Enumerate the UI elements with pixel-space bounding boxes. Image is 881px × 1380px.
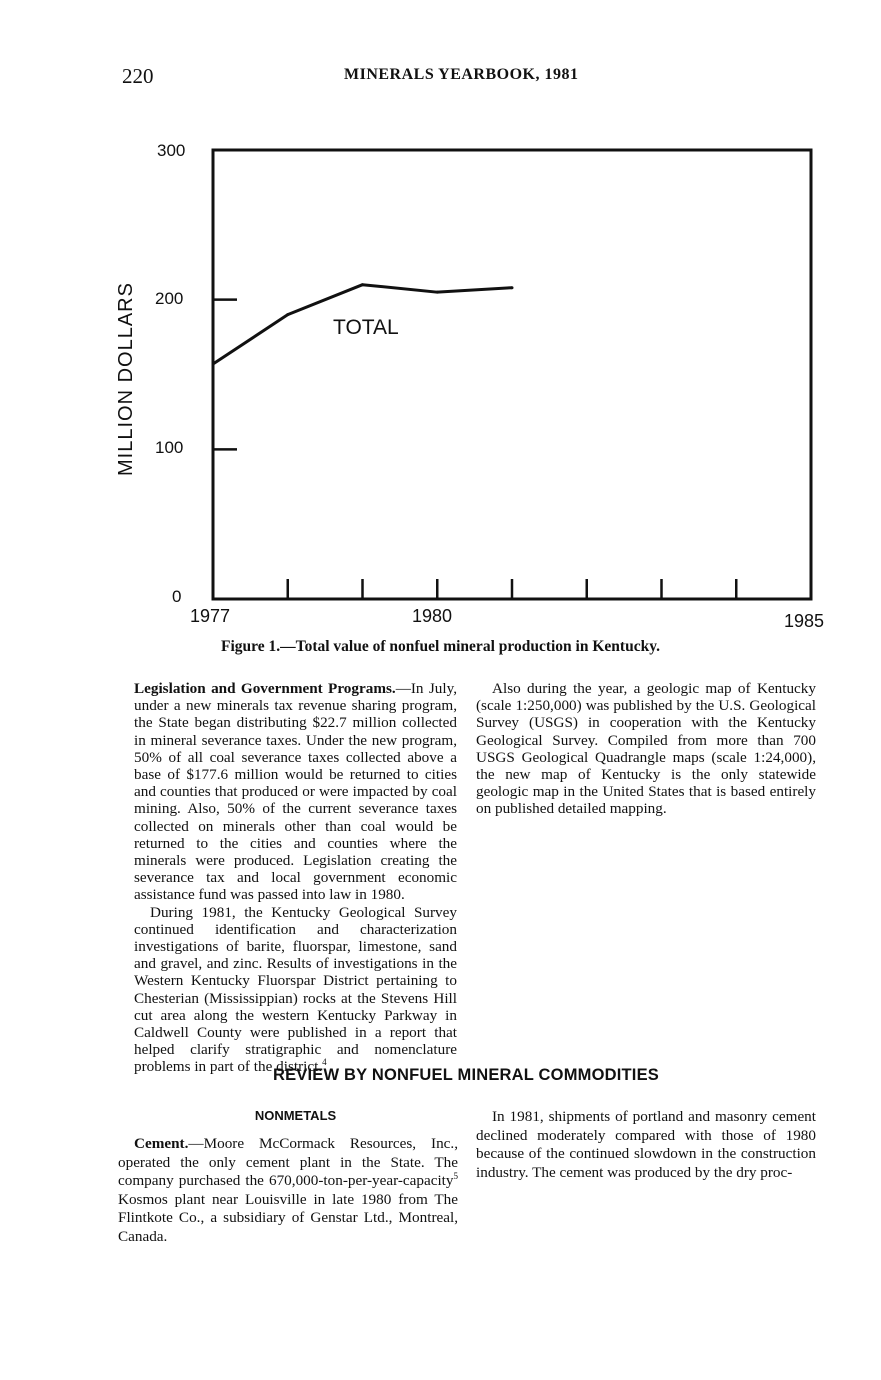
y-tick-label-0: 0 — [172, 587, 182, 606]
y-tick-label-100: 100 — [155, 438, 184, 457]
body-column-right — [476, 680, 816, 818]
series-label-total: TOTAL — [333, 316, 399, 339]
figure-caption: Figure 1.—Total value of nonfuel mineral production in Kentucky. — [221, 638, 660, 655]
cement-runin-heading: Cement. — [134, 1135, 189, 1152]
subsection-heading: NONMETALS — [254, 1108, 337, 1123]
y-tick-label-300: 300 — [157, 141, 186, 160]
footnote-ref-5: 5 — [453, 1171, 458, 1182]
y-tick-label-200: 200 — [155, 289, 184, 308]
cement-column-right — [476, 1108, 816, 1182]
legislation-runin-heading: Legislation and Government Programs. — [134, 680, 396, 697]
x-tick-label-1985: 1985 — [784, 611, 825, 631]
footnote-ref-4: 4 — [322, 1057, 327, 1068]
data-point-1978 — [286, 313, 289, 316]
figure-1-chart — [0, 0, 881, 640]
x-tick-label-1977: 1977 — [190, 606, 231, 626]
geologic-map-paragraph: Also during the year, a geologic map of Kentucky (scale 1:250,000) was published by the U.S. Geological Survey (USGS) in cooperation with the Kentucky Geological Survey. Compiled from more than 700 USGS Geological Quadrangle maps (scale 1:24,000), the new map of Kentucky is the only statewide geologic map in the United States that is based entirely on published detailed mapping. — [476, 680, 816, 818]
data-point-1979 — [361, 283, 364, 286]
data-point-1980 — [436, 291, 439, 294]
legislation-text: —In July, under a new minerals tax revenue sharing program, the State began distributing $22.7 million collected in mineral severance taxes. Under the new program, 50% of all coal severance taxes collected above a base of $177.6 million would be returned to cities and counties that produced or were impacted by coal mining. Also, 50% of the current severance taxes collected on minerals other than coal would be returned to the cities and counties where the minerals were produced. Legislation creating the severance tax and local government economic assistance fund was passed into law in 1980. — [134, 680, 457, 904]
data-point-1981 — [511, 286, 514, 289]
shipments-paragraph: In 1981, shipments of portland and masonry cement declined moderately compared with those of 1980 because of the continued slowdown in the construction industry. The cement was produced by the dry proc- — [476, 1108, 816, 1181]
x-tick-label-1980: 1980 — [412, 606, 453, 626]
survey-paragraph: During 1981, the Kentucky Geological Survey continued identification and characterization investigations of barite, fluorspar, limestone, sand and gravel, and zinc. Results of investigations in the Western Kentucky Fluorspar District pertaining to Chesterian (Mississippian) rocks at the Stevens Hill cut area along the western Kentucky Parkway in Caldwell County were published in a report that helped clarify stratigraphic and nomenclature problems in part of the district.$^4$ — [134, 903, 457, 1076]
cement-paragraph: Cement.—Moore McCormack Resources, Inc., operated the only cement plant in the State. The company purchased the 670,000-ton-per-year-capacity$^5$ Kosmos plant near Louisville in late 1980 from The Flintkote Co., a subsidiary of Genstar Ltd., Montreal, Canada. — [118, 1135, 458, 1245]
page-number: 220 — [122, 64, 154, 88]
plot-frame — [213, 150, 811, 599]
section-heading: REVIEW BY NONFUEL MINERAL COMMODITIES — [272, 1066, 659, 1084]
body-column-left — [134, 680, 457, 1076]
y-axis-ticks — [213, 300, 237, 450]
legislation-paragraph — [134, 680, 457, 904]
x-axis-ticks — [288, 579, 737, 599]
running-head: MINERALS YEARBOOK, 1981 — [344, 66, 579, 83]
y-axis-label: MILLION DOLLARS — [115, 282, 137, 476]
data-point-1977 — [212, 363, 215, 366]
cement-column-left — [118, 1135, 458, 1247]
